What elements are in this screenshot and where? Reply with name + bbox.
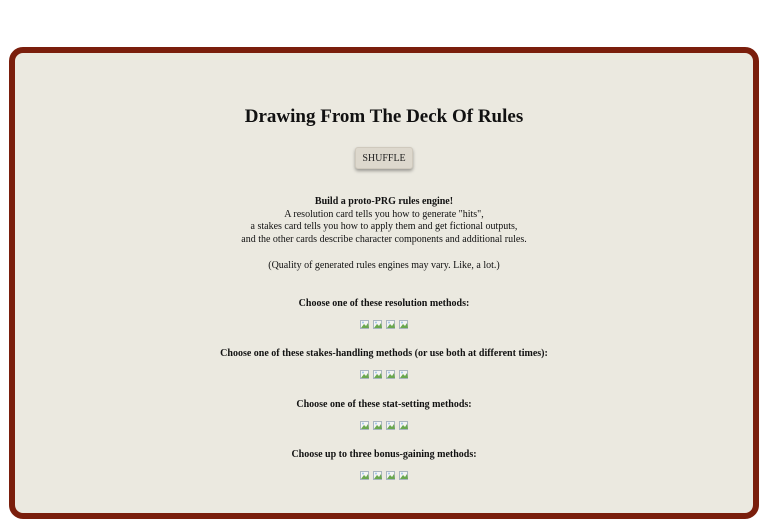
broken-image-icon[interactable]: [373, 370, 383, 379]
shuffle-button[interactable]: SHUFFLE: [355, 147, 412, 169]
card-row: [15, 421, 753, 431]
broken-image-icon[interactable]: [360, 421, 370, 430]
broken-image-icon[interactable]: [399, 421, 409, 430]
broken-image-icon[interactable]: [360, 320, 370, 329]
card-row: [15, 370, 753, 380]
intro-line: A resolution card tells you how to generate "hits",: [284, 208, 484, 220]
section-stat-setting: [15, 399, 753, 431]
broken-image-icon[interactable]: [373, 471, 383, 480]
section-bonus-gaining: [15, 449, 753, 481]
broken-image-icon[interactable]: [399, 370, 409, 379]
broken-image-icon[interactable]: [386, 370, 396, 379]
shuffle-container: [15, 147, 753, 169]
intro-headline: Build a proto-PRG rules engine!: [314, 196, 454, 207]
intro-line: a stakes card tells you how to apply them and get fictional outputs,: [250, 221, 518, 233]
broken-image-icon[interactable]: [386, 320, 396, 329]
section-heading: Choose one of these resolution methods:: [298, 298, 470, 309]
broken-image-icon[interactable]: [399, 320, 409, 329]
page-title: Drawing From The Deck Of Rules: [244, 106, 524, 127]
broken-image-icon[interactable]: [360, 471, 370, 480]
broken-image-icon[interactable]: [360, 370, 370, 379]
broken-image-icon[interactable]: [399, 471, 409, 480]
broken-image-icon[interactable]: [386, 421, 396, 430]
section-stakes: [15, 348, 753, 380]
intro-text: [15, 196, 753, 246]
intro-line: and the other cards describe character components and additional rules.: [241, 233, 527, 245]
quality-note: (Quality of generated rules engines may vary. Like, a lot.): [268, 260, 500, 271]
section-heading: Choose up to three bonus-gaining methods:: [291, 449, 477, 460]
broken-image-icon[interactable]: [373, 421, 383, 430]
card-row: [15, 320, 753, 330]
section-resolution: [15, 298, 753, 330]
page-frame: [9, 47, 759, 519]
broken-image-icon[interactable]: [373, 320, 383, 329]
section-heading: Choose one of these stat-setting methods:: [296, 399, 472, 410]
broken-image-icon[interactable]: [386, 471, 396, 480]
section-heading: Choose one of these stakes-handling methods (or use both at different times):: [220, 348, 548, 359]
